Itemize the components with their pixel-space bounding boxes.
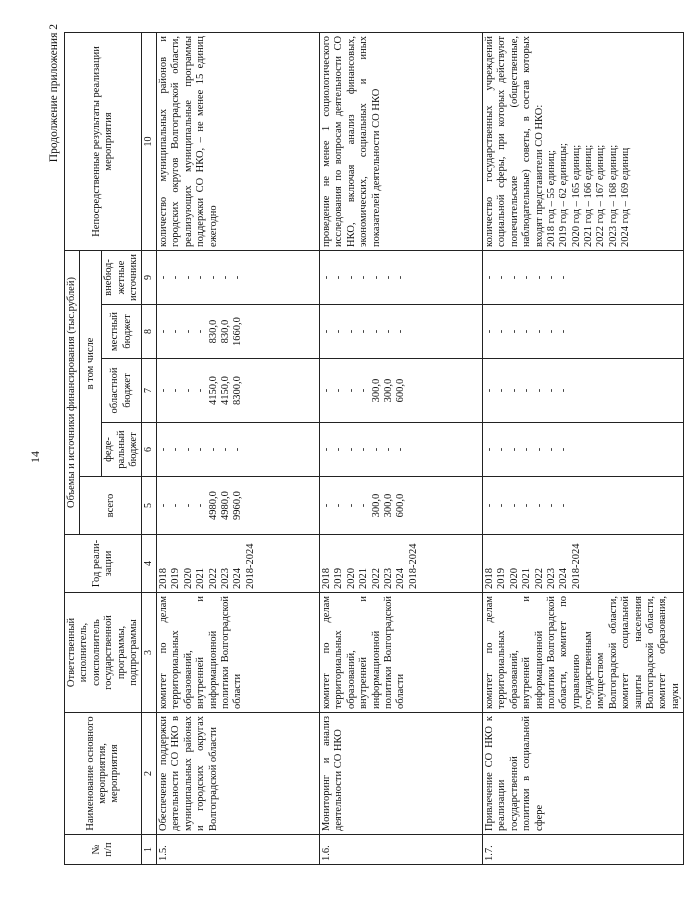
total-amount: - - - - 300,0 300,0 600,0 [320,477,483,535]
col-number: 5 [142,477,157,535]
local-amount: - - - - 830,0 830,0 1660,0 [157,305,320,359]
activity-name: Мониторинг и анализ деятельности СО НКО [320,713,483,835]
regional-amount: - - - - 300,0 300,0 600,0 [320,359,483,423]
regional-amount: - - - - - - - [483,359,684,423]
result-text: проведение не менее 1 социологического исследования по вопросам деятельности СО НКО, включая анализ финансовых, экономических, социальных и иных показателей деятельности СО НКО [320,32,483,250]
col-number: 9 [142,250,157,304]
appendix-label: Продолжение приложения 2 [48,24,60,163]
header-activity: Наименование основного мероприятия, мероприятия [65,713,142,835]
extrabudget-amount: - - - - - - - [157,250,320,304]
federal-amount: - - - - - - - [483,423,684,477]
col-number: 10 [142,32,157,250]
header-federal: феде-ральный бюджет [102,423,142,477]
result-text: количество государственных учреждений социальной сферы, при которых действуют попечительские (общественные, наблюдательные) советы, в состав которых входят представители СО НКО: 2018 год – 55 единиц; 2019 год – 62 единицы; 2020 год – 165 единиц; 2021 год – 166 единиц; 2022 год – 167 единиц; 2023 год – 168 единиц; 2024 год – 169 единиц [483,32,684,250]
local-amount: - - - - - - - [483,305,684,359]
header-extrabudget: внебюд-жетные источники [102,250,142,304]
col-number: 4 [142,535,157,593]
total-amount: - - - - 4980,0 4980,0 9960,0 [157,477,320,535]
extrabudget-amount: - - - - - - - [483,250,684,304]
years: 2018 2019 2020 2021 2022 2023 2024 2018-2024 [157,535,320,593]
federal-amount: - - - - - - - [157,423,320,477]
col-number: 8 [142,305,157,359]
years: 2018 2019 2020 2021 2022 2023 2024 2018-2024 [483,535,684,593]
federal-amount: - - - - - - - [320,423,483,477]
header-total: всего [80,477,142,535]
row-number: 1.7. [483,835,684,865]
activity-name: Привлечение СО НКО к реализации государственной политики в социальной сфере [483,713,684,835]
executor: комитет по делам территориальных образований, внутренней и информационной политики Волгоградской области [320,593,483,713]
result-text: количество муниципальных районов и городских округов Волгоградской области, реализующих муниципальные программы поддержки СО НКО, – не менее 15 единиц ежегодно [157,32,320,250]
program-table [64,32,684,865]
col-number: 3 [142,593,157,713]
table-row [320,32,483,864]
col-number: 7 [142,359,157,423]
extrabudget-amount: - - - - - - - [320,250,483,304]
col-number: 1 [142,835,157,865]
header-year: Год реали-зации [65,535,142,593]
header-local: местный бюджет [102,305,142,359]
header-executor: Ответственный исполнитель, соисполнитель государственной программы, подпрограммы [65,593,142,713]
years: 2018 2019 2020 2021 2022 2023 2024 2018-2024 [320,535,483,593]
column-number-row [142,32,157,864]
header-results: Непосредственные результаты реализации мероприятия [65,32,142,250]
row-number: 1.6. [320,835,483,865]
activity-name: Обеспечение поддержки деятельности СО НКО в муниципальных районах и городских округах Волгоградской области [157,713,320,835]
col-number: 6 [142,423,157,477]
executor: комитет по делам территориальных образований, внутренней и информационной политики Волгоградской области, комитет по управлению государственным имуществом Волгоградской области, комитет социальной защиты населения Волгоградской области, комитет образования, науки [483,593,684,713]
local-amount: - - - - - - - [320,305,483,359]
regional-amount: - - - - 4150,0 4150,0 8300,0 [157,359,320,423]
executor: комитет по делам территориальных образований, внутренней и информационной политики Волгоградской области [157,593,320,713]
table-row [157,32,320,864]
total-amount: - - - - - - - [483,477,684,535]
header-including: в том числе [80,250,102,476]
page-number: 14 [28,451,42,463]
col-number: 2 [142,713,157,835]
header-num: № п/п [65,835,142,865]
row-number: 1.5. [157,835,320,865]
header-regional: областной бюджет [102,359,142,423]
header-funding: Объемы и источники финансирования (тыс.рублей) [65,250,80,534]
table-row [483,32,684,864]
